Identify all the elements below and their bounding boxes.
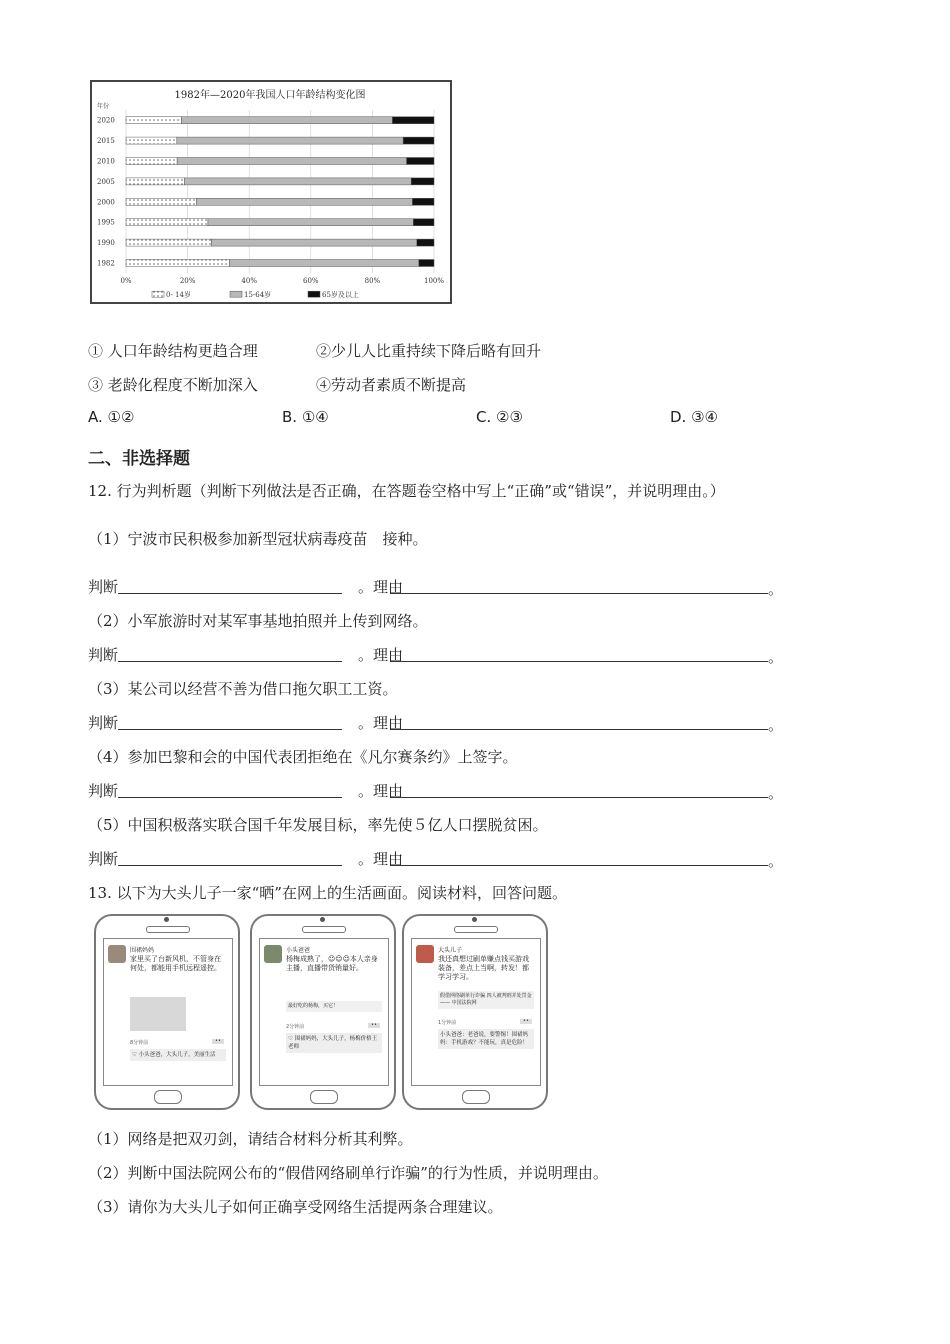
shared-news[interactable]	[438, 991, 534, 1009]
bar-segment	[208, 219, 413, 226]
post-likes: ♡ 小头爸爸，大头儿子，美丽生活	[130, 1049, 226, 1061]
reason-blank[interactable]	[390, 729, 768, 730]
home-button-icon[interactable]	[462, 1090, 490, 1104]
bar-segment	[181, 117, 392, 124]
reason-label: 。理由	[358, 646, 404, 664]
judge-blank[interactable]	[118, 661, 342, 662]
post-time: 2分钟前	[286, 1024, 305, 1030]
option-3: ③ 老龄化程度不断加深入	[88, 376, 258, 394]
bar-segment	[177, 158, 406, 165]
legend-swatch	[308, 291, 320, 297]
camera-icon	[164, 917, 169, 922]
reason-blank[interactable]	[390, 797, 768, 798]
y-tick-label: 2010	[97, 157, 115, 166]
bar-segment	[126, 239, 211, 246]
bar-segment	[177, 137, 403, 144]
phone-son	[402, 914, 548, 1110]
choice-c[interactable]: C. ②③	[476, 408, 523, 426]
more-icon[interactable]: ••	[212, 1039, 224, 1044]
q13-sub-3: （3）请你为大头儿子如何正确享受网络生活提两条合理建议。	[88, 1198, 503, 1216]
judge-blank[interactable]	[118, 797, 342, 798]
post-image	[130, 997, 186, 1031]
reason-label: 。理由	[358, 782, 404, 800]
judge-label: 判断	[88, 850, 119, 868]
bar-segment	[417, 239, 434, 246]
end-period: 。	[768, 580, 784, 598]
x-tick-label: 80%	[364, 277, 381, 286]
shared-news-text: 假借网络刷单行诈骗 四人被判刑并处罚金 —— 中国法院网	[440, 993, 532, 1006]
bar-segment	[126, 137, 177, 144]
avatar	[264, 945, 282, 963]
legend-swatch	[152, 291, 164, 297]
camera-icon	[320, 917, 325, 922]
legend-label: 65岁及以上	[322, 291, 359, 300]
q12-item-3: （3）某公司以经营不善为借口拖欠职工工资。	[88, 680, 398, 698]
reason-label: 。理由	[358, 714, 404, 732]
q12-item-1: （1）宁波市民积极参加新型冠状病毒疫苗 接种。	[88, 530, 428, 548]
post-likes: ♡ 围裙妈妈，大头儿子，杨梅价格王老师	[286, 1033, 382, 1053]
avatar	[108, 945, 126, 963]
judge-blank[interactable]	[118, 729, 342, 730]
post-user: 围裙妈妈	[130, 947, 155, 954]
q12-answer-5	[88, 848, 784, 870]
shared-link[interactable]	[286, 1001, 382, 1012]
section-heading: 二、非选择题	[88, 449, 190, 469]
choice-d[interactable]: D. ③④	[670, 408, 718, 426]
y-tick-label: 2020	[97, 116, 115, 125]
q12-answer-4	[88, 780, 784, 802]
bar-segment	[407, 158, 434, 165]
judge-label: 判断	[88, 646, 119, 664]
q12-item-4: （4）参加巴黎和会的中国代表团拒绝在《凡尔赛条约》上签字。	[88, 748, 518, 766]
x-tick-label: 100%	[423, 277, 445, 286]
more-icon[interactable]: ••	[520, 1019, 532, 1024]
post-text: 我还真想过刷单赚点钱买游戏装备，差点上当啊，转发！都学习学习。	[438, 955, 529, 981]
chart-svg	[92, 82, 450, 302]
reason-blank[interactable]	[390, 865, 768, 866]
x-tick-label: 40%	[241, 277, 257, 286]
post-user: 小头爸爸	[286, 947, 311, 954]
phone-mom	[94, 914, 240, 1110]
post-time: 1分钟前	[438, 1020, 457, 1026]
end-period: 。	[768, 716, 784, 734]
end-period: 。	[768, 648, 784, 666]
judge-label: 判断	[88, 714, 119, 732]
population-age-chart	[90, 80, 452, 304]
choice-a[interactable]: A. ①②	[88, 408, 135, 426]
avatar	[416, 945, 434, 963]
judge-blank[interactable]	[118, 593, 342, 594]
q13-sub-2: （2）判断中国法院网公布的“假借网络刷单行诈骗”的行为性质，并说明理由。	[88, 1164, 608, 1182]
end-period: 。	[768, 852, 784, 870]
bar-segment	[412, 198, 434, 205]
home-button-icon[interactable]	[154, 1090, 182, 1104]
shared-link-text: 最好吃的杨梅，买它！	[288, 1003, 339, 1009]
option-4: ④劳动者素质不断提高	[316, 376, 467, 394]
post-time: 8分钟前	[130, 1040, 149, 1046]
choice-b[interactable]: B. ①④	[282, 408, 329, 426]
y-axis-label: 年份	[97, 103, 110, 110]
post-user: 大头儿子	[438, 947, 463, 954]
reason-blank[interactable]	[390, 661, 768, 662]
x-tick-label: 20%	[179, 277, 196, 286]
reason-label: 。理由	[358, 850, 404, 868]
legend-swatch	[230, 291, 242, 297]
phone-screen	[259, 938, 389, 1086]
legend-label: 0- 14岁	[166, 291, 191, 300]
legend-label: 15-64岁	[244, 291, 272, 300]
end-period: 。	[768, 784, 784, 802]
y-tick-label: 2000	[97, 198, 115, 207]
judge-label: 判断	[88, 782, 119, 800]
y-tick-label: 2015	[97, 137, 115, 146]
q12-item-2: （2）小军旅游时对某军事基地拍照并上传到网络。	[88, 612, 428, 630]
bar-segment	[126, 198, 197, 205]
y-tick-label: 1990	[97, 239, 115, 248]
bar-segment	[126, 158, 177, 165]
bar-segment	[403, 137, 434, 144]
bar-segment	[126, 178, 185, 185]
bar-segment	[419, 260, 434, 267]
reason-blank[interactable]	[390, 593, 768, 594]
phone-screen	[103, 938, 233, 1086]
x-tick-label: 0%	[120, 277, 132, 286]
judge-blank[interactable]	[118, 865, 342, 866]
chart-title: 1982年—2020年我国人口年龄结构变化图	[174, 90, 366, 101]
post-comments: 小头爸爸：老爸说，要警惕！围裙妈妈：手机游戏？不能玩，真是危险！	[438, 1029, 534, 1049]
q13-sub-1: （1）网络是把双刃剑，请结合材料分析其利弊。	[88, 1130, 413, 1148]
bar-segment	[126, 219, 208, 226]
q12-answer-3	[88, 712, 784, 734]
y-tick-label: 1982	[97, 259, 115, 268]
q13-stem: 13. 以下为大头儿子一家“晒”在网上的生活画面。阅读材料，回答问题。	[88, 884, 567, 902]
option-1: ① 人口年龄结构更趋合理	[88, 342, 258, 360]
q12-item-5: （5）中国积极落实联合国千年发展目标，率先使５亿人口摆脱贫困。	[88, 816, 548, 834]
speaker-icon	[302, 926, 346, 933]
camera-icon	[472, 917, 477, 922]
bar-segment	[197, 198, 413, 205]
phone-screen	[411, 938, 541, 1086]
q12-answer-1	[88, 576, 784, 598]
bar-segment	[413, 219, 434, 226]
bar-segment	[392, 117, 434, 124]
reason-label: 。理由	[358, 578, 404, 596]
more-icon[interactable]: ••	[368, 1023, 380, 1028]
bar-segment	[126, 117, 181, 124]
judge-label: 判断	[88, 578, 119, 596]
bar-segment	[411, 178, 434, 185]
q12-answer-2	[88, 644, 784, 666]
bar-segment	[185, 178, 412, 185]
bar-segment	[229, 260, 418, 267]
y-tick-label: 2005	[97, 177, 115, 186]
post-text: 杨梅成熟了，☺☺☺本人亲身主播，直播带货销量好。	[286, 955, 378, 972]
speaker-icon	[454, 926, 498, 933]
bar-segment	[211, 239, 416, 246]
y-tick-label: 1995	[97, 218, 115, 227]
bar-segment	[126, 260, 229, 267]
option-2: ②少儿人比重持续下降后略有回升	[316, 342, 542, 360]
q12-stem: 12. 行为判析题（判断下列做法是否正确，在答题卷空格中写上“正确”或“错误”，并说明理由。）	[88, 482, 725, 500]
post-text: 家里买了台新风机，不管身在何处，都能用手机远程遥控。	[130, 955, 221, 972]
home-button-icon[interactable]	[310, 1090, 338, 1104]
phone-dad	[250, 914, 396, 1110]
x-tick-label: 60%	[303, 277, 319, 286]
speaker-icon	[146, 926, 190, 933]
